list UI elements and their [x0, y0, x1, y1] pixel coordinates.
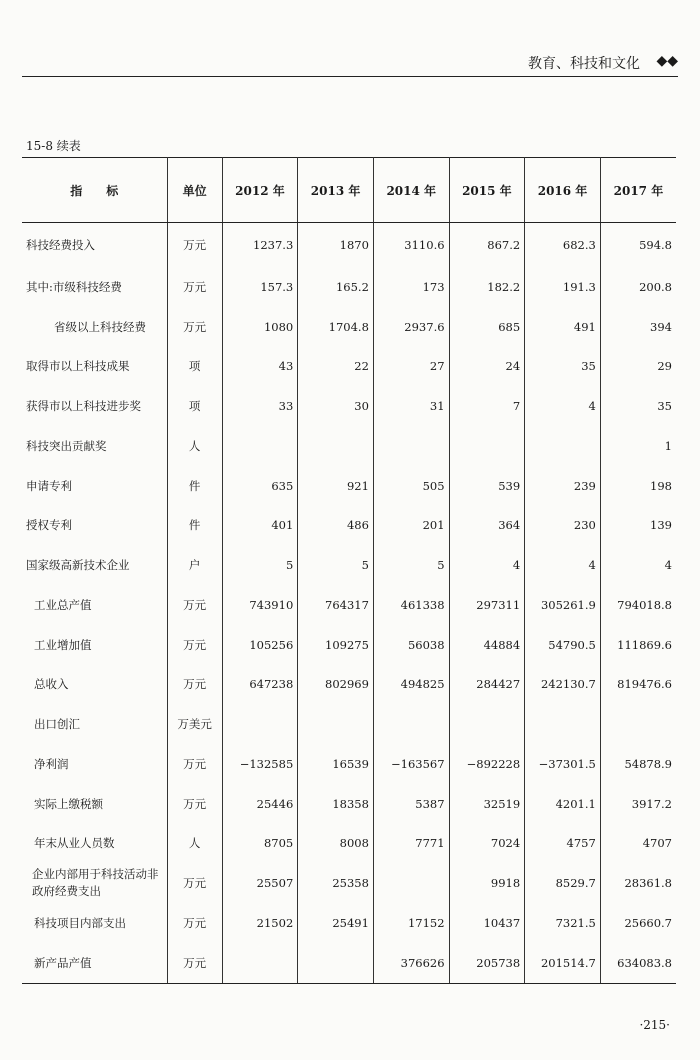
indicator-cell: 新产品产值: [22, 943, 167, 983]
value-cell: 284427: [449, 665, 525, 705]
indicator-cell: 科技经费投入: [22, 223, 167, 268]
value-cell: 54790.5: [525, 625, 601, 665]
value-cell: −892228: [449, 744, 525, 784]
table-row: [22, 307, 676, 347]
unit-cell: 人: [167, 824, 222, 864]
value-cell: 239: [525, 466, 601, 506]
value-cell: [222, 426, 298, 466]
indicator-cell: 企业内部用于科技活动非政府经费支出: [22, 863, 167, 903]
value-cell: 27: [373, 347, 449, 387]
value-cell: 764317: [298, 585, 374, 625]
table-row: [22, 625, 676, 665]
unit-cell: 万元: [167, 744, 222, 784]
value-cell: [298, 704, 374, 744]
value-cell: 230: [525, 506, 601, 546]
unit-cell: 万元: [167, 784, 222, 824]
unit-cell: 件: [167, 506, 222, 546]
value-cell: 4757: [525, 824, 601, 864]
value-cell: 35: [657, 399, 672, 414]
unit-cell: 万元: [167, 625, 222, 665]
value-cell: 25358: [298, 863, 374, 903]
value-cell: 505: [373, 466, 449, 506]
value-cell: 7771: [373, 824, 449, 864]
value-cell: 25446: [222, 784, 298, 824]
indicator-cell: 净利润: [22, 744, 167, 784]
value-cell: −132585: [222, 744, 298, 784]
value-cell: [298, 943, 374, 983]
value-cell: 794018.8: [617, 597, 672, 612]
table-row: [22, 784, 676, 824]
indicator-cell: 申请专利: [22, 466, 167, 506]
table-row: [22, 665, 676, 705]
value-cell: 109275: [298, 625, 374, 665]
value-cell: 32519: [449, 784, 525, 824]
value-cell: 201514.7: [525, 943, 601, 983]
value-cell: 376626: [373, 943, 449, 983]
table-row: [22, 466, 676, 506]
value-cell: 31: [373, 386, 449, 426]
value-cell: 647238: [222, 665, 298, 705]
value-cell: 634083.8: [600, 943, 676, 983]
value-cell: 8008: [298, 824, 374, 864]
column-header-year: 2015 年: [449, 158, 525, 223]
value-cell: 594.8: [639, 238, 672, 252]
value-cell: 35: [525, 347, 601, 387]
value-cell: 21502: [222, 903, 298, 943]
value-cell: 8529.7: [525, 863, 601, 903]
indicator-cell: 授权专利: [22, 506, 167, 546]
value-cell: [298, 426, 374, 466]
indicator-cell: 取得市以上科技成果: [22, 347, 167, 387]
unit-cell: 户: [167, 545, 222, 585]
value-cell: 198: [650, 478, 672, 493]
value-cell: 401: [222, 506, 298, 546]
unit-cell: 件: [167, 466, 222, 506]
value-cell: [525, 426, 601, 466]
value-cell: 173: [373, 267, 449, 307]
value-cell: [373, 426, 449, 466]
indicator-cell: 总收入: [22, 665, 167, 705]
unit-cell: 万元: [167, 267, 222, 307]
value-cell: 16539: [298, 744, 374, 784]
unit-cell: 万元: [167, 585, 222, 625]
table-row: [22, 347, 676, 387]
value-cell: 305261.9: [525, 585, 601, 625]
column-header-year: 2017 年: [600, 158, 676, 223]
table-row: [22, 223, 676, 268]
value-cell: [600, 704, 676, 744]
table-row: [22, 585, 676, 625]
value-cell: 22: [298, 347, 374, 387]
value-cell: [449, 426, 525, 466]
value-cell: 205738: [449, 943, 525, 983]
column-header-year: 2014 年: [373, 158, 449, 223]
value-cell: 10437: [449, 903, 525, 943]
unit-cell: 万元: [167, 307, 222, 347]
value-cell: 1080: [222, 307, 298, 347]
value-cell: 5387: [373, 784, 449, 824]
table-row: [22, 824, 676, 864]
unit-cell: 万美元: [167, 704, 222, 744]
value-cell: 242130.7: [525, 665, 601, 705]
page-number: ·215·: [639, 1018, 670, 1032]
value-cell: 33: [222, 386, 298, 426]
chapter-title: 教育、科技和文化: [528, 56, 640, 72]
value-cell: 201: [373, 506, 449, 546]
indicator-cell: 省级以上科技经费: [22, 307, 167, 347]
value-cell: 685: [449, 307, 525, 347]
unit-cell: 人: [167, 426, 222, 466]
indicator-cell: 国家级高新技术企业: [22, 545, 167, 585]
value-cell: 3917.2: [631, 796, 672, 811]
value-cell: 1237.3: [222, 223, 298, 268]
value-cell: 30: [298, 386, 374, 426]
unit-cell: 项: [167, 386, 222, 426]
value-cell: [449, 704, 525, 744]
value-cell: 5: [373, 545, 449, 585]
value-cell: [373, 704, 449, 744]
value-cell: 56038: [373, 625, 449, 665]
table-caption: 15-8 续表: [26, 139, 81, 153]
value-cell: 802969: [298, 665, 374, 705]
value-cell: 43: [222, 347, 298, 387]
value-cell: 7024: [449, 824, 525, 864]
value-cell: 819476.6: [617, 677, 672, 692]
value-cell: 4: [449, 545, 525, 585]
value-cell: 1: [664, 438, 672, 453]
indicator-cell: 年末从业人员数: [22, 824, 167, 864]
value-cell: 635: [222, 466, 298, 506]
unit-cell: 万元: [167, 903, 222, 943]
indicator-cell: 其中:市级科技经费: [22, 267, 167, 307]
indicator-cell: 工业总产值: [22, 585, 167, 625]
value-cell: [222, 943, 298, 983]
table-row: [22, 506, 676, 546]
value-cell: 54878.9: [624, 756, 672, 771]
value-cell: 5: [222, 545, 298, 585]
value-cell: 25507: [222, 863, 298, 903]
value-cell: 157.3: [222, 267, 298, 307]
value-cell: 165.2: [298, 267, 374, 307]
column-header-year: 2016 年: [525, 158, 601, 223]
value-cell: 9918: [449, 863, 525, 903]
statistics-table: [22, 157, 676, 984]
value-cell: [373, 863, 449, 903]
value-cell: 743910: [222, 585, 298, 625]
value-cell: 139: [650, 518, 672, 533]
value-cell: 921: [298, 466, 374, 506]
value-cell: 491: [525, 307, 601, 347]
indicator-cell: 实际上缴税额: [22, 784, 167, 824]
value-cell: [525, 704, 601, 744]
column-header-unit: 单位: [167, 158, 222, 223]
table-row: [22, 943, 676, 983]
value-cell: 2937.6: [373, 307, 449, 347]
table-body: [22, 223, 676, 984]
value-cell: 461338: [373, 585, 449, 625]
table-row: [22, 744, 676, 784]
value-cell: −163567: [373, 744, 449, 784]
table-row: [22, 704, 676, 744]
value-cell: 24: [449, 347, 525, 387]
value-cell: 539: [449, 466, 525, 506]
value-cell: 111869.6: [617, 637, 672, 652]
column-header-year: 2012 年: [222, 158, 298, 223]
value-cell: [222, 704, 298, 744]
value-cell: 394: [650, 319, 672, 334]
value-cell: 5: [298, 545, 374, 585]
value-cell: 17152: [373, 903, 449, 943]
unit-cell: 项: [167, 347, 222, 387]
value-cell: 3110.6: [373, 223, 449, 268]
value-cell: 1870: [298, 223, 374, 268]
value-cell: 682.3: [525, 223, 601, 268]
table-row: [22, 863, 676, 903]
value-cell: 28361.8: [624, 876, 672, 891]
value-cell: 105256: [222, 625, 298, 665]
column-header-year: 2013 年: [298, 158, 374, 223]
value-cell: 191.3: [525, 267, 601, 307]
indicator-cell: 获得市以上科技进步奖: [22, 386, 167, 426]
header-divider: [22, 76, 678, 77]
value-cell: 18358: [298, 784, 374, 824]
value-cell: 297311: [449, 585, 525, 625]
indicator-cell: 科技突出贡献奖: [22, 426, 167, 466]
table-row: [22, 545, 676, 585]
value-cell: 200.8: [639, 279, 672, 294]
indicator-cell: 工业增加值: [22, 625, 167, 665]
table-row: [22, 267, 676, 307]
value-cell: 494825: [373, 665, 449, 705]
indicator-cell: 科技项目内部支出: [22, 903, 167, 943]
diamond-icon: ◆◆: [656, 53, 678, 69]
unit-cell: 万元: [167, 863, 222, 903]
value-cell: 1704.8: [298, 307, 374, 347]
table-row: [22, 386, 676, 426]
unit-cell: 万元: [167, 943, 222, 983]
value-cell: 4: [525, 545, 601, 585]
value-cell: 29: [657, 359, 672, 374]
indicator-cell: 出口创汇: [22, 704, 167, 744]
value-cell: 4: [664, 558, 672, 573]
unit-cell: 万元: [167, 223, 222, 268]
value-cell: 4201.1: [525, 784, 601, 824]
value-cell: −37301.5: [525, 744, 601, 784]
unit-cell: 万元: [167, 665, 222, 705]
value-cell: 7321.5: [525, 903, 601, 943]
value-cell: 486: [298, 506, 374, 546]
value-cell: 44884: [449, 625, 525, 665]
value-cell: 25491: [298, 903, 374, 943]
value-cell: 4: [525, 386, 601, 426]
value-cell: 867.2: [449, 223, 525, 268]
table-header-row: [22, 158, 676, 223]
value-cell: 25660.7: [624, 915, 672, 930]
table-row: [22, 903, 676, 943]
value-cell: 8705: [222, 824, 298, 864]
column-header-indicator: 指 标: [22, 158, 167, 223]
value-cell: 364: [449, 506, 525, 546]
value-cell: 4707: [642, 836, 672, 851]
value-cell: 182.2: [449, 267, 525, 307]
table-row: [22, 426, 676, 466]
value-cell: 7: [449, 386, 525, 426]
